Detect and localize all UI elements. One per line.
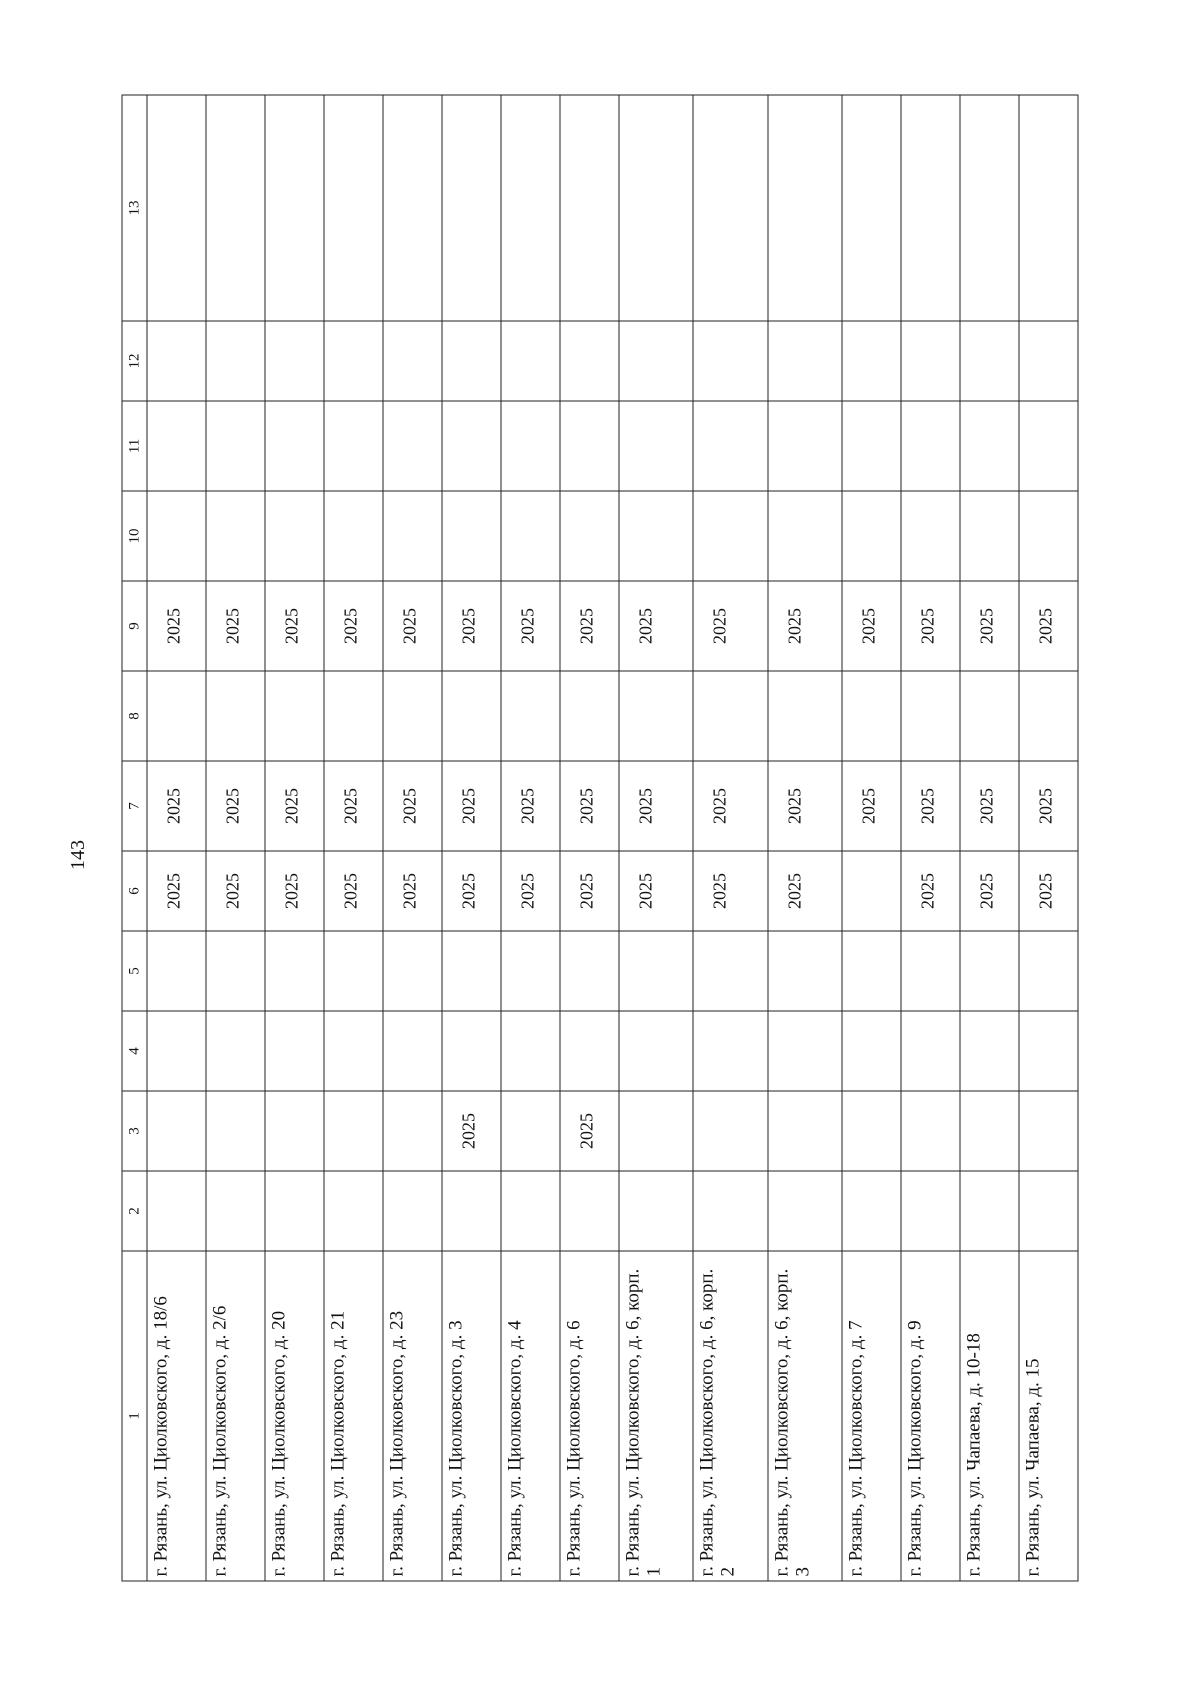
value-cell: 2025 bbox=[842, 581, 901, 671]
value-cell bbox=[383, 1011, 442, 1091]
value-cell: 2025 bbox=[383, 581, 442, 671]
value-cell bbox=[960, 401, 1019, 491]
value-cell bbox=[842, 851, 901, 931]
value-cell bbox=[383, 95, 442, 321]
value-cell bbox=[560, 671, 619, 761]
table-row bbox=[147, 95, 206, 1581]
address-cell: г. Рязань, ул. Циолковского, д. 20 bbox=[265, 1251, 324, 1581]
value-cell bbox=[265, 1091, 324, 1171]
table-body bbox=[147, 95, 1078, 1581]
value-cell bbox=[265, 1011, 324, 1091]
value-cell bbox=[265, 671, 324, 761]
value-cell bbox=[501, 931, 560, 1011]
value-cell: 2025 bbox=[1019, 761, 1078, 851]
table-row bbox=[842, 95, 901, 1581]
value-cell bbox=[619, 321, 693, 401]
value-cell: 2025 bbox=[265, 581, 324, 671]
value-cell: 2025 bbox=[960, 761, 1019, 851]
value-cell bbox=[442, 401, 501, 491]
value-cell bbox=[442, 671, 501, 761]
schedule-table bbox=[122, 95, 1079, 1582]
value-cell: 2025 bbox=[206, 761, 265, 851]
value-cell bbox=[901, 1171, 960, 1251]
value-cell bbox=[1019, 931, 1078, 1011]
value-cell: 2025 bbox=[619, 851, 693, 931]
value-cell bbox=[901, 1011, 960, 1091]
address-cell: г. Рязань, ул. Циолковского, д. 18/6 bbox=[147, 1251, 206, 1581]
rotated-table-wrapper bbox=[122, 116, 1079, 1582]
value-cell bbox=[383, 401, 442, 491]
value-cell bbox=[442, 1171, 501, 1251]
value-cell bbox=[383, 321, 442, 401]
value-cell bbox=[693, 95, 767, 321]
value-cell bbox=[324, 1171, 383, 1251]
value-cell bbox=[960, 931, 1019, 1011]
value-cell: 2025 bbox=[383, 761, 442, 851]
value-cell bbox=[619, 1171, 693, 1251]
value-cell bbox=[265, 95, 324, 321]
table-row bbox=[265, 95, 324, 1581]
value-cell bbox=[693, 491, 767, 581]
value-cell bbox=[768, 491, 842, 581]
value-cell: 2025 bbox=[324, 851, 383, 931]
value-cell: 2025 bbox=[693, 581, 767, 671]
column-header: 13 bbox=[122, 95, 147, 321]
address-cell: г. Рязань, ул. Циолковского, д. 6, корп. 2 bbox=[693, 1251, 767, 1581]
value-cell bbox=[206, 931, 265, 1011]
address-cell: г. Рязань, ул. Чапаева, д. 10-18 bbox=[960, 1251, 1019, 1581]
value-cell: 2025 bbox=[560, 581, 619, 671]
value-cell: 2025 bbox=[768, 761, 842, 851]
value-cell bbox=[960, 491, 1019, 581]
value-cell: 2025 bbox=[324, 581, 383, 671]
value-cell bbox=[442, 491, 501, 581]
value-cell bbox=[501, 1091, 560, 1171]
column-header: 10 bbox=[122, 491, 147, 581]
value-cell bbox=[960, 1091, 1019, 1171]
table-row bbox=[960, 95, 1019, 1581]
value-cell bbox=[147, 1171, 206, 1251]
value-cell: 2025 bbox=[842, 761, 901, 851]
value-cell bbox=[619, 95, 693, 321]
value-cell bbox=[901, 671, 960, 761]
value-cell: 2025 bbox=[960, 581, 1019, 671]
value-cell: 2025 bbox=[768, 581, 842, 671]
table-row bbox=[324, 95, 383, 1581]
table-row bbox=[693, 95, 767, 1581]
value-cell bbox=[206, 491, 265, 581]
value-cell bbox=[619, 491, 693, 581]
value-cell bbox=[1019, 491, 1078, 581]
column-header: 12 bbox=[122, 321, 147, 401]
value-cell: 2025 bbox=[147, 581, 206, 671]
value-cell: 2025 bbox=[442, 761, 501, 851]
value-cell bbox=[324, 1011, 383, 1091]
value-cell bbox=[1019, 401, 1078, 491]
value-cell: 2025 bbox=[501, 761, 560, 851]
value-cell bbox=[693, 1171, 767, 1251]
value-cell bbox=[442, 95, 501, 321]
value-cell bbox=[619, 671, 693, 761]
value-cell: 2025 bbox=[693, 851, 767, 931]
value-cell bbox=[442, 1011, 501, 1091]
value-cell bbox=[147, 671, 206, 761]
value-cell bbox=[619, 931, 693, 1011]
value-cell bbox=[501, 95, 560, 321]
value-cell bbox=[147, 321, 206, 401]
column-header: 7 bbox=[122, 761, 147, 851]
value-cell bbox=[560, 491, 619, 581]
value-cell bbox=[383, 491, 442, 581]
value-cell bbox=[768, 321, 842, 401]
value-cell bbox=[768, 1171, 842, 1251]
value-cell: 2025 bbox=[501, 851, 560, 931]
value-cell bbox=[265, 401, 324, 491]
value-cell: 2025 bbox=[619, 761, 693, 851]
value-cell bbox=[842, 491, 901, 581]
value-cell bbox=[901, 95, 960, 321]
value-cell: 2025 bbox=[147, 761, 206, 851]
value-cell bbox=[901, 401, 960, 491]
column-header: 9 bbox=[122, 581, 147, 671]
value-cell bbox=[960, 321, 1019, 401]
value-cell: 2025 bbox=[1019, 851, 1078, 931]
address-cell: г. Рязань, ул. Циолковского, д. 6 bbox=[560, 1251, 619, 1581]
value-cell: 2025 bbox=[768, 851, 842, 931]
value-cell: 2025 bbox=[901, 581, 960, 671]
value-cell bbox=[960, 1171, 1019, 1251]
value-cell bbox=[693, 321, 767, 401]
value-cell bbox=[1019, 321, 1078, 401]
value-cell bbox=[693, 1011, 767, 1091]
value-cell bbox=[206, 1091, 265, 1171]
value-cell bbox=[265, 491, 324, 581]
table-row bbox=[560, 95, 619, 1581]
value-cell bbox=[842, 1171, 901, 1251]
value-cell: 2025 bbox=[206, 851, 265, 931]
table-row bbox=[442, 95, 501, 1581]
value-cell: 2025 bbox=[442, 851, 501, 931]
column-header: 1 bbox=[122, 1251, 147, 1581]
value-cell bbox=[206, 321, 265, 401]
value-cell bbox=[324, 491, 383, 581]
address-cell: г. Рязань, ул. Циолковского, д. 9 bbox=[901, 1251, 960, 1581]
value-cell bbox=[960, 1011, 1019, 1091]
value-cell bbox=[768, 1011, 842, 1091]
value-cell: 2025 bbox=[901, 851, 960, 931]
address-cell: г. Рязань, ул. Чапаева, д. 15 bbox=[1019, 1251, 1078, 1581]
table-row bbox=[206, 95, 265, 1581]
value-cell: 2025 bbox=[501, 581, 560, 671]
value-cell bbox=[768, 1091, 842, 1171]
value-cell bbox=[501, 491, 560, 581]
value-cell bbox=[693, 671, 767, 761]
value-cell bbox=[265, 1171, 324, 1251]
value-cell bbox=[619, 401, 693, 491]
value-cell bbox=[206, 1011, 265, 1091]
value-cell bbox=[501, 321, 560, 401]
value-cell bbox=[1019, 1091, 1078, 1171]
value-cell: 2025 bbox=[1019, 581, 1078, 671]
value-cell bbox=[560, 401, 619, 491]
value-cell: 2025 bbox=[383, 851, 442, 931]
value-cell bbox=[265, 321, 324, 401]
value-cell: 2025 bbox=[206, 581, 265, 671]
value-cell bbox=[619, 1011, 693, 1091]
value-cell bbox=[206, 1171, 265, 1251]
value-cell bbox=[1019, 95, 1078, 321]
address-cell: г. Рязань, ул. Циолковского, д. 3 bbox=[442, 1251, 501, 1581]
value-cell bbox=[265, 931, 324, 1011]
value-cell bbox=[693, 401, 767, 491]
address-cell: г. Рязань, ул. Циолковского, д. 4 bbox=[501, 1251, 560, 1581]
value-cell bbox=[442, 321, 501, 401]
value-cell: 2025 bbox=[619, 581, 693, 671]
value-cell: 2025 bbox=[442, 581, 501, 671]
value-cell bbox=[768, 401, 842, 491]
value-cell bbox=[1019, 671, 1078, 761]
table-row bbox=[383, 95, 442, 1581]
value-cell bbox=[842, 1011, 901, 1091]
value-cell bbox=[560, 931, 619, 1011]
value-cell bbox=[842, 321, 901, 401]
value-cell: 2025 bbox=[265, 761, 324, 851]
value-cell bbox=[501, 671, 560, 761]
value-cell bbox=[768, 95, 842, 321]
value-cell bbox=[147, 491, 206, 581]
value-cell bbox=[501, 401, 560, 491]
value-cell bbox=[842, 671, 901, 761]
address-cell: г. Рязань, ул. Циолковского, д. 2/6 bbox=[206, 1251, 265, 1581]
value-cell bbox=[442, 931, 501, 1011]
value-cell: 2025 bbox=[901, 761, 960, 851]
column-header: 6 bbox=[122, 851, 147, 931]
value-cell: 2025 bbox=[560, 1091, 619, 1171]
value-cell bbox=[324, 321, 383, 401]
column-header: 5 bbox=[122, 931, 147, 1011]
value-cell bbox=[768, 931, 842, 1011]
value-cell: 2025 bbox=[560, 851, 619, 931]
value-cell bbox=[560, 95, 619, 321]
value-cell bbox=[619, 1091, 693, 1171]
value-cell bbox=[147, 95, 206, 321]
value-cell bbox=[842, 1091, 901, 1171]
value-cell: 2025 bbox=[324, 761, 383, 851]
value-cell bbox=[147, 931, 206, 1011]
value-cell: 2025 bbox=[147, 851, 206, 931]
value-cell bbox=[901, 321, 960, 401]
column-header: 3 bbox=[122, 1091, 147, 1171]
value-cell bbox=[842, 401, 901, 491]
column-header: 4 bbox=[122, 1011, 147, 1091]
address-cell: г. Рязань, ул. Циолковского, д. 6, корп. 3 bbox=[768, 1251, 842, 1581]
table-row bbox=[768, 95, 842, 1581]
value-cell bbox=[147, 401, 206, 491]
value-cell: 2025 bbox=[442, 1091, 501, 1171]
value-cell bbox=[901, 1091, 960, 1171]
column-header: 11 bbox=[122, 401, 147, 491]
value-cell bbox=[768, 671, 842, 761]
value-cell bbox=[206, 95, 265, 321]
table-row bbox=[501, 95, 560, 1581]
value-cell bbox=[501, 1171, 560, 1251]
value-cell bbox=[383, 1171, 442, 1251]
value-cell bbox=[560, 1171, 619, 1251]
value-cell bbox=[147, 1011, 206, 1091]
value-cell bbox=[693, 1091, 767, 1171]
column-header: 2 bbox=[122, 1171, 147, 1251]
value-cell bbox=[383, 931, 442, 1011]
value-cell bbox=[960, 95, 1019, 321]
value-cell bbox=[901, 491, 960, 581]
table-row bbox=[619, 95, 693, 1581]
value-cell bbox=[901, 931, 960, 1011]
value-cell bbox=[383, 1091, 442, 1171]
value-cell bbox=[324, 931, 383, 1011]
address-cell: г. Рязань, ул. Циолковского, д. 7 bbox=[842, 1251, 901, 1581]
value-cell: 2025 bbox=[693, 761, 767, 851]
column-header: 8 bbox=[122, 671, 147, 761]
value-cell: 2025 bbox=[265, 851, 324, 931]
value-cell bbox=[324, 95, 383, 321]
value-cell bbox=[693, 931, 767, 1011]
value-cell: 2025 bbox=[560, 761, 619, 851]
page-number: 143 bbox=[67, 840, 89, 870]
value-cell bbox=[842, 95, 901, 321]
address-cell: г. Рязань, ул. Циолковского, д. 23 bbox=[383, 1251, 442, 1581]
value-cell bbox=[1019, 1171, 1078, 1251]
value-cell bbox=[147, 1091, 206, 1171]
value-cell bbox=[324, 1091, 383, 1171]
header-row bbox=[122, 95, 147, 1581]
value-cell bbox=[560, 321, 619, 401]
value-cell bbox=[206, 401, 265, 491]
value-cell bbox=[206, 671, 265, 761]
value-cell bbox=[960, 671, 1019, 761]
address-cell: г. Рязань, ул. Циолковского, д. 21 bbox=[324, 1251, 383, 1581]
value-cell bbox=[1019, 1011, 1078, 1091]
value-cell bbox=[501, 1011, 560, 1091]
value-cell bbox=[324, 671, 383, 761]
value-cell: 2025 bbox=[960, 851, 1019, 931]
table-row bbox=[901, 95, 960, 1581]
value-cell bbox=[383, 671, 442, 761]
table-row bbox=[1019, 95, 1078, 1581]
value-cell bbox=[324, 401, 383, 491]
value-cell bbox=[560, 1011, 619, 1091]
value-cell bbox=[842, 931, 901, 1011]
address-cell: г. Рязань, ул. Циолковского, д. 6, корп. 1 bbox=[619, 1251, 693, 1581]
